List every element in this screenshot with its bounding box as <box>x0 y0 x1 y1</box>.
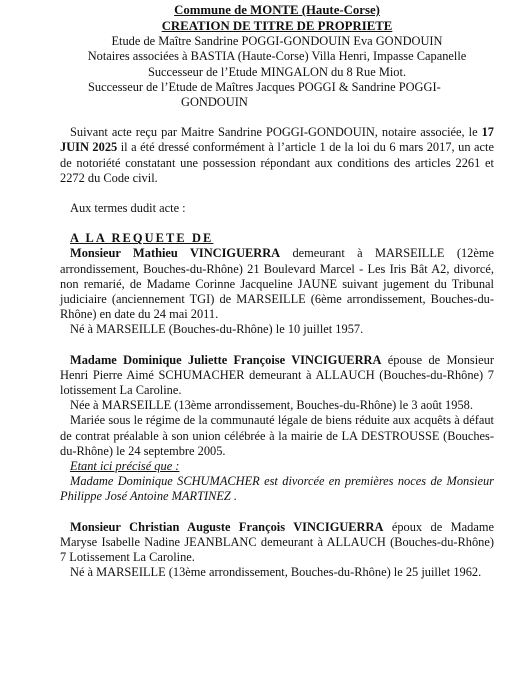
successor-line-1: Successeur de l’Etude MINGALON du 8 Rue Miot. <box>147 64 407 79</box>
requete-heading: A LA REQUETE DE <box>70 231 214 246</box>
document-title: CREATION DE TITRE DE PROPRIETE <box>161 18 393 33</box>
aux-termes-line: Aux termes dudit acte : <box>70 201 186 216</box>
successor-line-2b: GONDOUIN <box>181 95 248 109</box>
note-text: Madame Dominique SCHUMACHER est divorcée en premières noces de Monsieur Philippe José Antoine MARTINEZ . <box>60 474 494 504</box>
person-2-surname: VINCIGUERRA <box>291 352 382 367</box>
note-label: Etant ici précisé que : <box>70 459 180 474</box>
person-1-surname: VINCIGUERRA <box>189 246 281 261</box>
person-1-birth: Né à MARSEILLE (Bouches-du-Rhône) le 10 juillet 1957. <box>70 322 364 337</box>
notary-office-line: Etude de Maître Sandrine POGGI-GONDOUIN Eva GONDOUIN <box>111 34 443 49</box>
person-2-marriage: Mariée sous le régime de la communauté légale de biens réduite aux acquêts à défaut de contrat préalable à son union célébrée à la mairie de LA DESTROUSSE (Bouches-du-Rhône) le 24 septembre 2005. <box>60 413 494 458</box>
act-date: 17 JUIN 2025 <box>60 125 494 155</box>
person-3-surname: VINCIGUERRA <box>293 519 384 534</box>
person-3-birth: Né à MARSEILLE (13ème arrondissement, Bouches-du-Rhône) le 25 juillet 1962. <box>70 565 482 580</box>
person-1-paragraph: Monsieur Mathieu VINCIGUERRA demeurant à MARSEILLE (12ème arrondissement, Bouches-du-Rhône) 21 Boulevard Marcel - Les Iris Bât A2, divorcé, non remarié, de Madame Corinne Jacqueline JAUNE suivant jugement du Tribunal judiciaire (anciennement TGI) de MARSEILLE (6ème arrondissement, Bouches-du-Rhône) en date du 24 mai 2011. <box>60 246 494 322</box>
notary-address-line: Notaires associées à BASTIA (Haute-Corse) Villa Henri, Impasse Capanelle <box>87 49 467 64</box>
person-3-paragraph: Monsieur Christian Auguste François VINCIGUERRA époux de Madame Maryse Isabelle Nadine JEANBLANC demeurant à ALLAUCH (Bouches-du-Rhône) 7 Lotissement La Caroline. <box>60 519 494 565</box>
commune-heading: Commune de MONTE (Haute-Corse) <box>174 3 380 17</box>
successor-line-2a: Successeur de l’Etude de Maîtres Jacques POGGI & Sandrine POGGI- <box>88 79 441 94</box>
intro-paragraph: Suivant acte reçu par Maitre Sandrine POGGI-GONDOUIN, notaire associée, le 17 JUIN 2025 il a été dressé conformément à l’article 1 de la loi du 6 mars 2017, un acte de notoriété constatant une possession répondant aux conditions des articles 2261 et 2272 du Code civil. <box>60 125 494 185</box>
person-2-birth: Née à MARSEILLE (13ème arrondissement, Bouches-du-Rhône) le 3 août 1958. <box>70 398 473 413</box>
person-2-paragraph: Madame Dominique Juliette Françoise VINCIGUERRA épouse de Monsieur Henri Pierre Aimé SCHUMACHER demeurant à ALLAUCH (Bouches-du-Rhône) 7 lotissement La Caroline. <box>60 352 494 398</box>
document-page <box>60 3 494 580</box>
